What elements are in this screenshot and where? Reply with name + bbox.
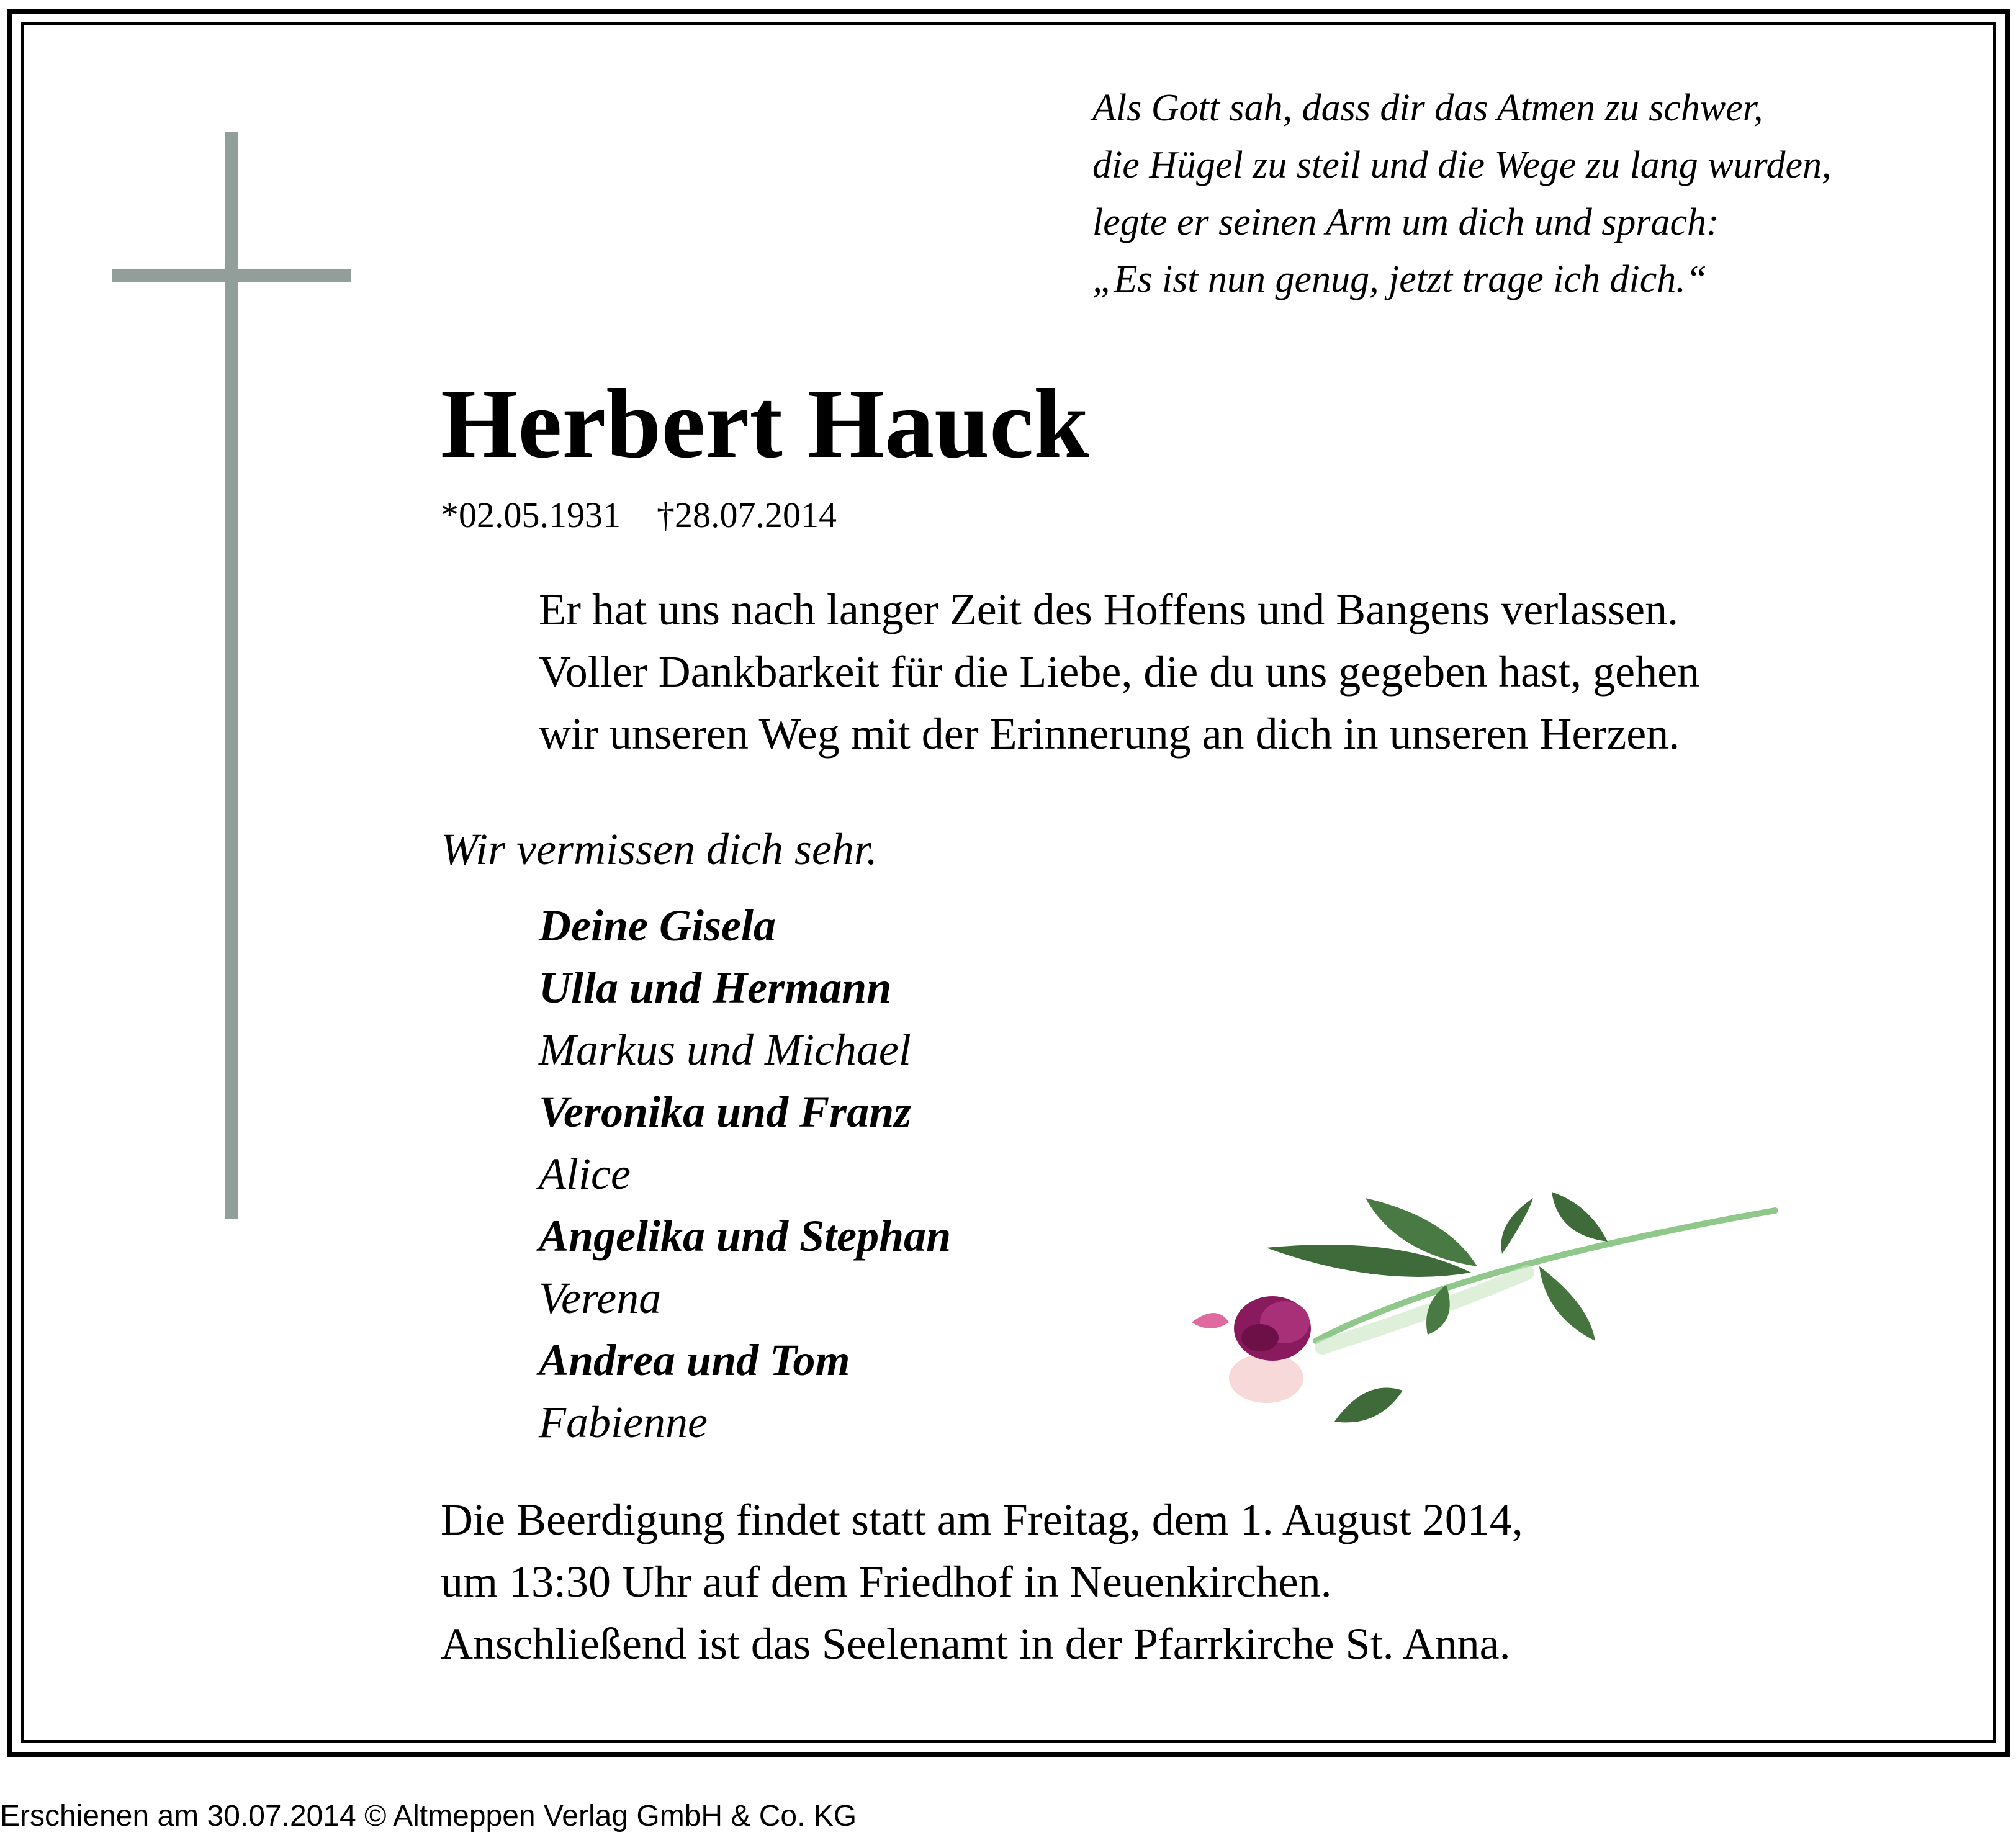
life-dates: [441, 494, 837, 537]
family-member: Alice: [539, 1149, 631, 1199]
publication-footer: Erschienen am 30.07.2014 © Altmeppen Verlag GmbH & Co. KG: [0, 1800, 857, 1833]
funeral-line: Anschließend ist das Seelenamt in der Pfarrkirche St. Anna.: [441, 1619, 1511, 1669]
family-member: Ulla und Hermann: [539, 963, 892, 1012]
cross-icon-bar: [112, 269, 351, 282]
family-member: Deine Gisela: [539, 901, 776, 950]
family-member: Andrea und Tom: [539, 1335, 850, 1385]
poem-line: die Hügel zu steil und die Wege zu lang wurden,: [1092, 144, 1832, 186]
message-line: Er hat uns nach langer Zeit des Hoffens und Bangens verlassen.: [539, 585, 1679, 634]
message-line: wir unseren Weg mit der Erinnerung an dich in unseren Herzen.: [539, 709, 1680, 759]
poem: [1092, 79, 1832, 308]
family-member: Fabienne: [539, 1397, 708, 1447]
poem-line: Als Gott sah, dass dir das Atmen zu schwer,: [1092, 87, 1763, 129]
death-date: †28.07.2014: [657, 495, 837, 535]
funeral-info: [441, 1489, 1523, 1675]
family-member: Veronika und Franz: [539, 1087, 912, 1137]
rose-icon: [1179, 1179, 1788, 1453]
family-member: Markus und Michael: [539, 1025, 911, 1075]
family-member: Angelika und Stephan: [539, 1211, 952, 1261]
poem-line: legte er seinen Arm um dich und sprach:: [1092, 201, 1719, 243]
birth-date: *02.05.1931: [441, 495, 621, 535]
deceased-name: Herbert Hauck: [441, 368, 1089, 479]
farewell-message: [539, 579, 1699, 765]
poem-line: „Es ist nun genug, jetzt trage ich dich.“: [1092, 258, 1708, 300]
funeral-line: Die Beerdigung findet statt am Freitag, dem 1. August 2014,: [441, 1495, 1523, 1544]
miss-line: Wir vermissen dich sehr.: [441, 824, 878, 874]
family-list: [539, 895, 951, 1453]
family-member: Verena: [539, 1273, 662, 1323]
funeral-line: um 13:30 Uhr auf dem Friedhof in Neuenkirchen.: [441, 1557, 1332, 1607]
message-line: Voller Dankbarkeit für die Liebe, die du uns gegeben hast, gehen: [539, 647, 1700, 697]
cross-icon: [225, 132, 238, 1219]
